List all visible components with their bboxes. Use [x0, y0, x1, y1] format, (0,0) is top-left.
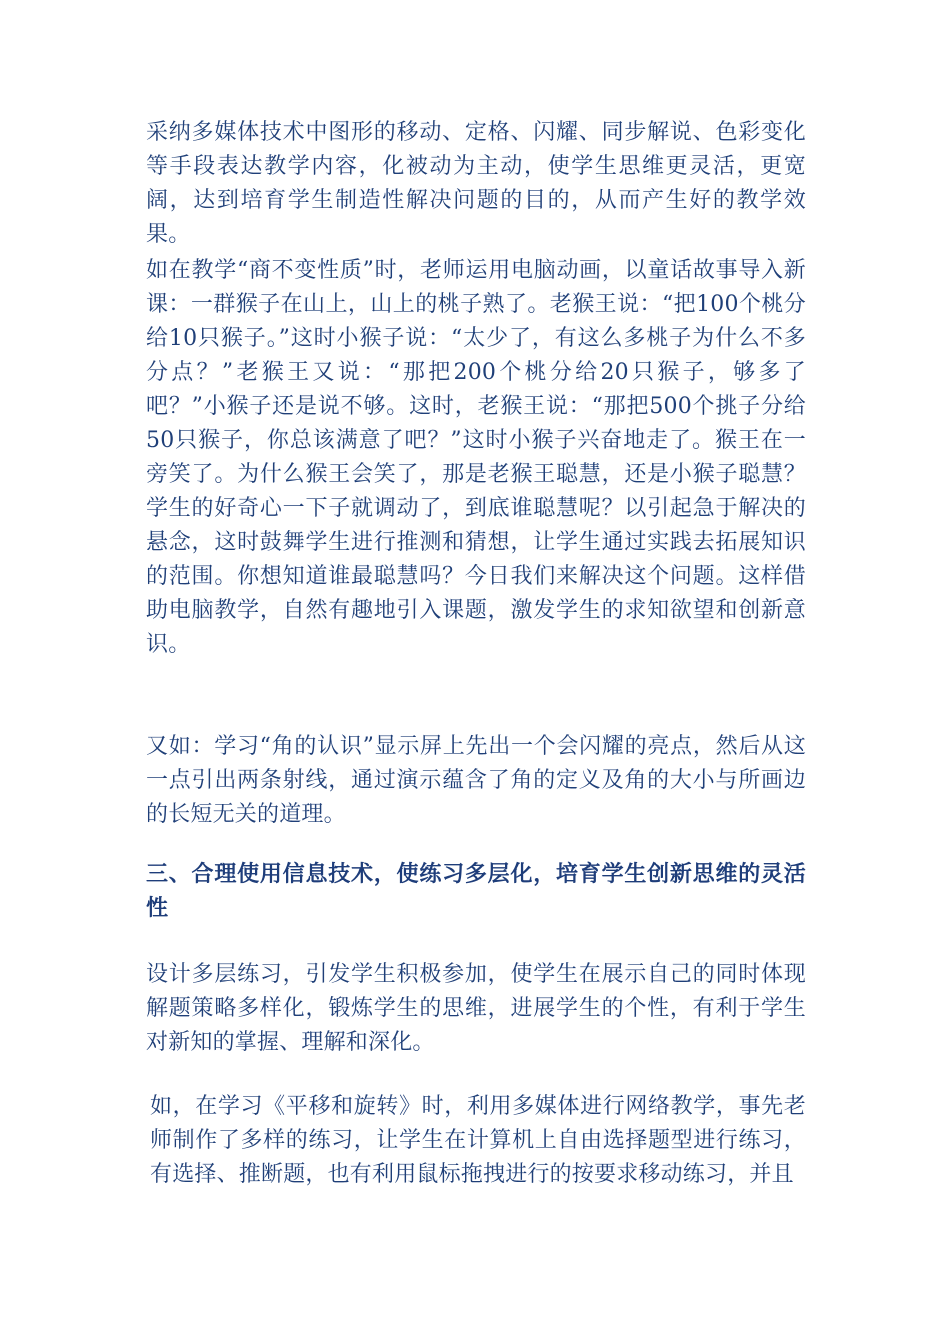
paragraph-monkey-story-example: 如在教学“商不变性质”时，老师运用电脑动画，以童话故事导入新课：一群猴子在山上，山上的桃子熟了。老猴王说：“把100个桃分给10只猴子。”这时小猴子说：“太少了，有这么多桃子为什么不多分点？”老猴王又说：“那把200个桃分给20只猴子，够多了吧？”小猴子还是说不够。这时，老猴王说：“那把500个挑子分给50只猴子，你总该满意了吧？”这时小猴子兴奋地走了。猴王在一旁笑了。为什么猴王会笑了，那是老猴王聪慧，还是小猴子聪慧？学生的好奇心一下子就调动了，到底谁聪慧呢？以引起急于解决的悬念，这时鼓舞学生进行推测和猜想，让学生通过实践去拓展知识的范围。你想知道谁最聪慧吗？今日我们来解决这个问题。这样借助电脑教学，自然有趣地引入课题，激发学生的求知欲望和创新意识。 — [146, 258, 806, 657]
paragraph-multilevel-exercises: 设计多层练习，引发学生积极参加，使学生在展示自己的同时体现解题策略多样化，锻炼学生的思维，进展学生的个性，有利于学生对新知的掌握、理解和深化。 — [146, 962, 806, 1055]
paragraph-translation-rotation-example: 如，在学习《平移和旋转》时，利用多媒体进行网络教学，事先老师制作了多样的练习，让学生在计算机上自由选择题型进行练习，有选择、推断题，也有利用鼠标拖拽进行的按要求移动练习，并且 — [150, 1094, 806, 1187]
paragraph-multimedia-techniques: 采纳多媒体技术中图形的移动、定格、闪耀、同步解说、色彩变化等手段表达教学内容，化被动为主动，使学生思维更灵活，更宽阔，达到培育学生制造性解决问题的目的，从而产生好的教学效果。 — [146, 120, 806, 247]
section-heading-3: 三、合理使用信息技术，使练习多层化，培育学生创新思维的灵活性 — [146, 862, 806, 921]
paragraph-angle-example: 又如：学习“角的认识”显示屏上先出一个会闪耀的亮点，然后从这一点引出两条射线，通过演示蕴含了角的定义及角的大小与所画边的长短无关的道理。 — [146, 734, 806, 827]
